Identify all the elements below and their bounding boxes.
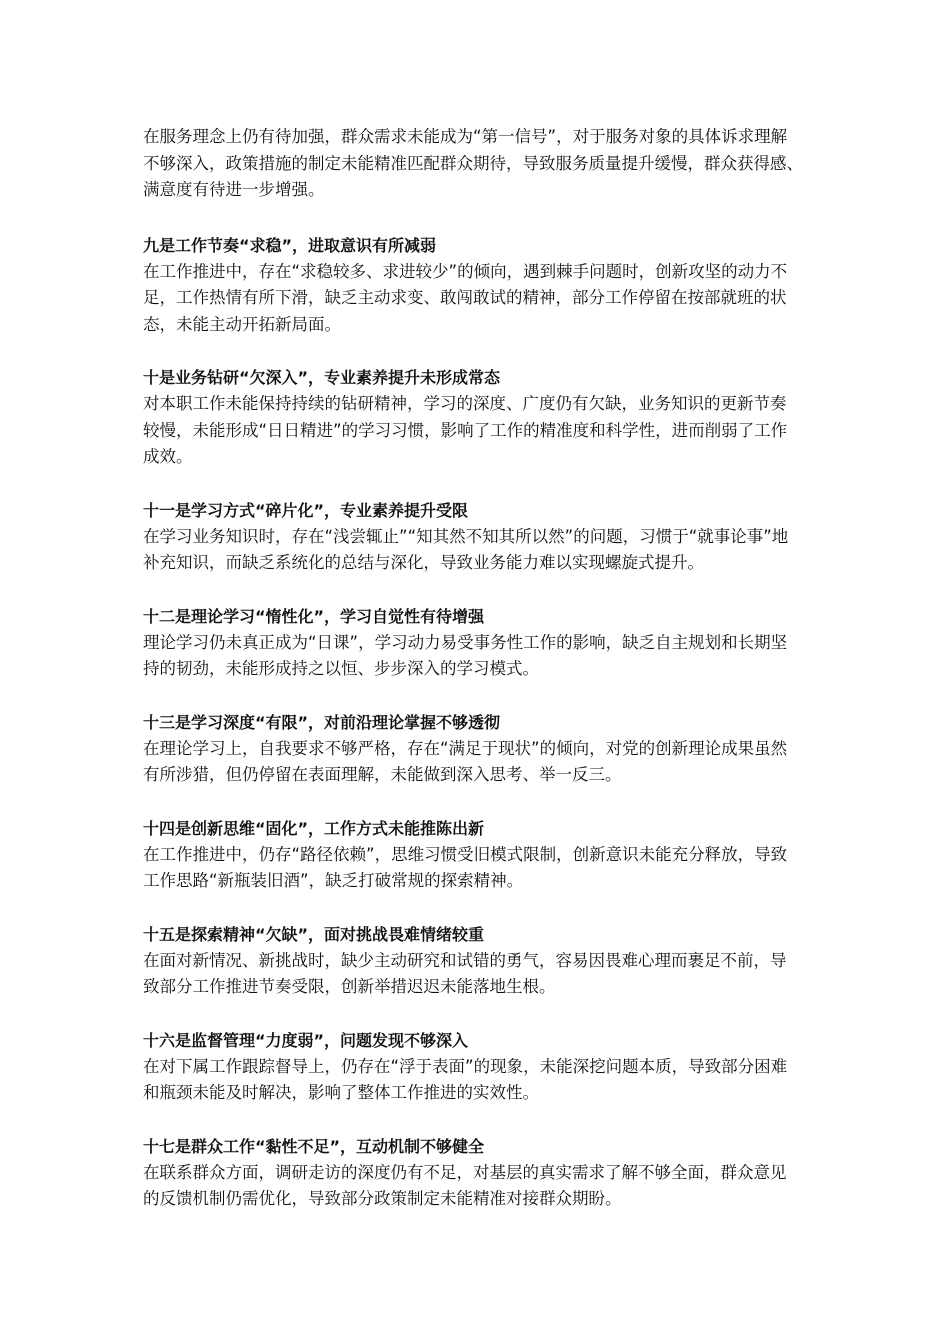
section-heading: 十三是学习深度“有限”，对前沿理论掌握不够透彻	[143, 712, 501, 732]
paragraph-line: 成效。	[143, 447, 193, 466]
paragraph-line: 在联系群众方面，调研走访的深度仍有不足，对基层的真实需求了解不够全面，群众意见	[143, 1162, 787, 1182]
section-15	[143, 922, 843, 1001]
paragraph-line: 足，工作热情有所下滑，缺乏主动求变、敢闯敢试的精神，部分工作停留在按部就班的状	[143, 288, 787, 307]
section-heading: 十四是创新思维“固化”，工作方式未能推陈出新	[143, 818, 485, 838]
paragraph-line: 对本职工作未能保持持续的钻研精神，学习的深度、广度仍有欠缺，业务知识的更新节奏	[143, 394, 787, 413]
paragraph-line: 工作思路“新瓶装旧酒”，缺乏打破常规的探索精神。	[143, 871, 524, 890]
section-14	[143, 816, 843, 895]
section-17	[143, 1134, 843, 1213]
paragraph-line: 补充知识，而缺乏系统化的总结与深化，导致业务能力难以实现螺旋式提升。	[143, 553, 704, 572]
paragraph-line: 在对下属工作跟踪督导上，仍存在“浮于表面”的现象，未能深挖问题本质，导致部分困难	[143, 1056, 788, 1076]
paragraph-line: 持的韧劲，未能形成持之以恒、步步深入的学习模式。	[143, 659, 539, 678]
paragraph-line: 在面对新情况、新挑战时，缺少主动研究和试错的勇气，容易因畏难心理而裹足不前，导	[143, 950, 787, 970]
section-heading: 十五是探索精神“欠缺”，面对挑战畏难情绪较重	[143, 924, 485, 944]
section-heading: 十六是监督管理“力度弱”，问题发现不够深入	[143, 1030, 469, 1050]
paragraph-line: 满意度有待进一步增强。	[143, 180, 325, 199]
section-11	[143, 498, 843, 577]
paragraph-line: 在服务理念上仍有待加强，群众需求未能成为“第一信号”，对于服务对象的具体诉求理解	[143, 127, 788, 146]
section-heading: 十二是理论学习“惰性化”，学习自觉性有待增强	[143, 606, 485, 626]
document-page	[143, 124, 843, 1240]
section-16	[143, 1028, 843, 1107]
section-heading: 十一是学习方式“碎片化”，专业素养提升受限	[143, 500, 469, 520]
paragraph-line: 理论学习仍未真正成为“日课”，学习动力易受事务性工作的影响，缺乏自主规划和长期坚	[143, 632, 788, 652]
intro-paragraph	[143, 124, 843, 204]
paragraph-line: 在工作推进中，仍存“路径依赖”，思维习惯受旧模式限制，创新意识未能充分释放，导致	[143, 844, 788, 864]
paragraph-line: 的反馈机制仍需优化，导致部分政策制定未能精准对接群众期盼。	[143, 1189, 622, 1208]
paragraph-line: 在理论学习上，自我要求不够严格，存在“满足于现状”的倾向，对党的创新理论成果虽然	[143, 738, 788, 758]
paragraph-line: 致部分工作推进节奏受限，创新举措迟迟未能落地生根。	[143, 977, 556, 996]
section-heading: 九是工作节奏“求稳”，进取意识有所减弱	[143, 235, 437, 255]
paragraph-line: 态，未能主动开拓新局面。	[143, 314, 341, 334]
section-13	[143, 710, 843, 789]
paragraph-line: 较慢，未能形成“日日精进”的学习习惯，影响了工作的精准度和科学性，进而削弱了工作	[143, 420, 788, 440]
section-12	[143, 604, 843, 683]
section-9	[143, 233, 843, 339]
paragraph-line: 和瓶颈未能及时解决，影响了整体工作推进的实效性。	[143, 1083, 539, 1102]
section-10	[143, 365, 843, 471]
paragraph-line: 在学习业务知识时，存在“浅尝辄止”“知其然不知其所以然”的问题，习惯于“就事论事”地	[143, 526, 789, 546]
paragraph-line: 在工作推进中，存在“求稳较多、求进较少”的倾向，遇到棘手问题时，创新攻坚的动力不	[143, 261, 788, 281]
section-heading: 十是业务钻研“欠深入”，专业素养提升未形成常态	[143, 368, 501, 387]
paragraph-line: 有所涉猎，但仍停留在表面理解，未能做到深入思考、举一反三。	[143, 765, 622, 784]
section-heading: 十七是群众工作“黏性不足”，互动机制不够健全	[143, 1136, 485, 1156]
paragraph-line: 不够深入，政策措施的制定未能精准匹配群众期待，导致服务质量提升缓慢，群众获得感、	[143, 153, 803, 173]
